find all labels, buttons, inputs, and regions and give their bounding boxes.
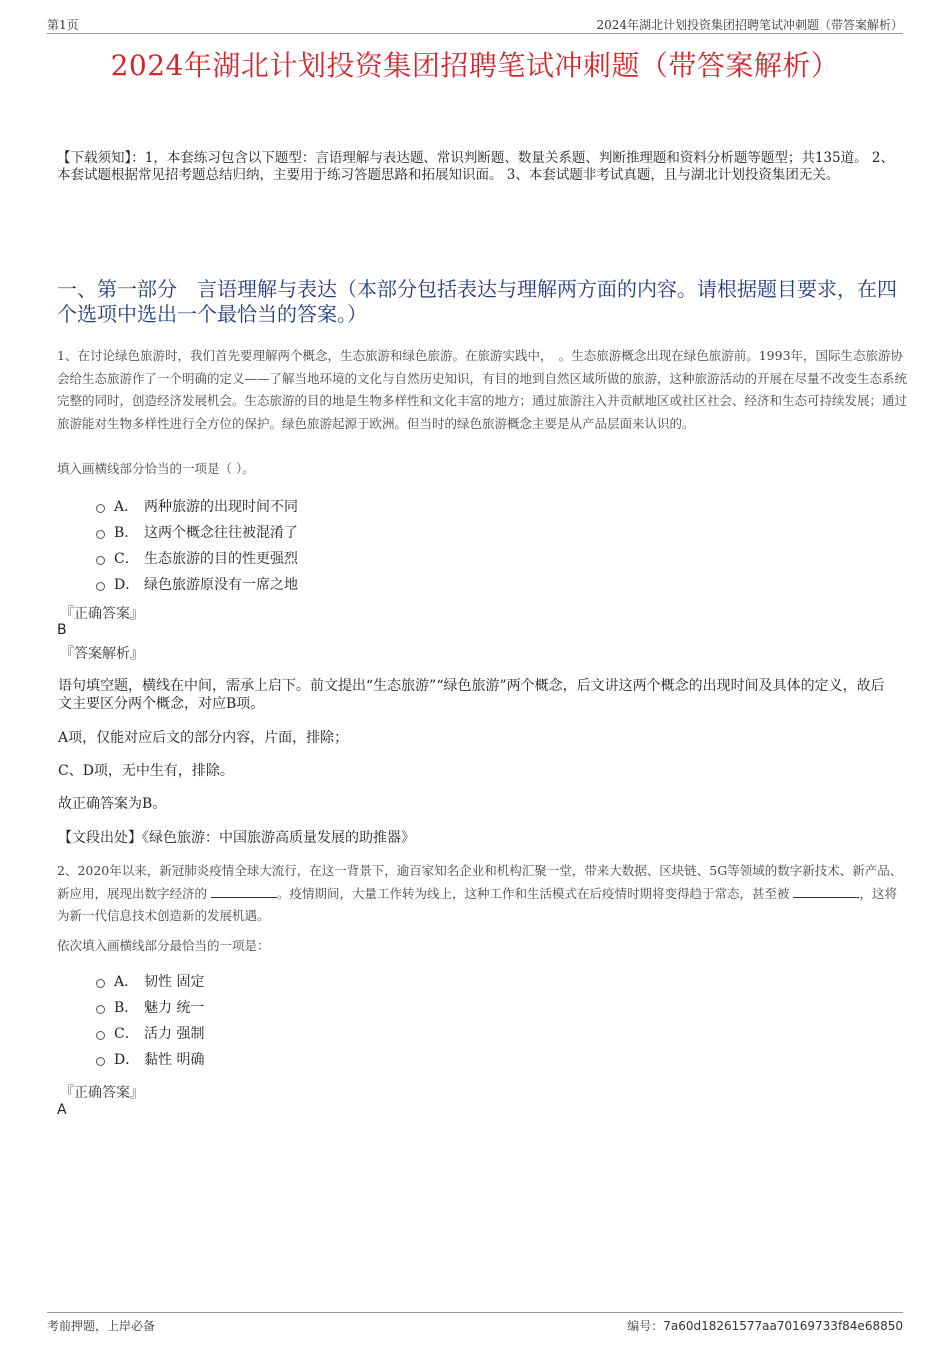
- option-text: 活力 强制: [144, 1026, 205, 1042]
- download-notice: 【下载须知】：1，本套练习包含以下题型：言语理解与表达题、常识判断题、数量关系题、判断推理题和资料分析题等题型；共135道。 2、本套试题根据常见招考题总结归纳，主要用于练习答题思路和拓展知识面。 3、本套试题非考试真题，且与湖北计划投资集团无关。: [57, 150, 894, 183]
- question-1-analysis-4: 故正确答案为B。: [58, 796, 167, 812]
- page-header: [47, 14, 903, 34]
- radio-icon[interactable]: [96, 556, 105, 565]
- document-title: 2024年湖北计划投资集团招聘笔试冲刺题（带答案解析）: [110, 49, 840, 82]
- option-text: 绿色旅游原没有一席之地: [144, 577, 298, 593]
- option-letter: C．: [114, 1026, 139, 1042]
- radio-icon[interactable]: [96, 1057, 105, 1066]
- question-1-analysis-label: 『答案解析』: [60, 646, 144, 662]
- question-2-option-c[interactable]: [96, 1020, 204, 1046]
- page-number: 第1页: [47, 18, 79, 32]
- footer-slogan: 考前押题，上岸必备: [47, 1319, 156, 1333]
- question-2-options: [96, 968, 204, 1072]
- question-1-prompt: 填入画横线部分恰当的一项是（ ）。: [57, 461, 255, 476]
- question-1-answer-label: 『正确答案』: [60, 606, 144, 622]
- option-text: 生态旅游的目的性更强烈: [144, 551, 298, 567]
- question-2-option-b[interactable]: [96, 994, 204, 1020]
- question-1-options: [96, 493, 298, 597]
- answer-blank: [793, 886, 859, 898]
- option-letter: C．: [114, 551, 139, 567]
- code-label: 编号：: [627, 1319, 664, 1333]
- question-2-option-d[interactable]: [96, 1046, 204, 1072]
- radio-icon[interactable]: [96, 1031, 105, 1040]
- code-value: 7a60d18261577aa70169733f84e68850: [663, 1319, 903, 1333]
- question-2-answer: A: [57, 1102, 67, 1118]
- question-2-stem-part1: 2、2020年以来，新冠肺炎疫情全球大流行，在这一背景下，逾百家知名企业和机构汇聚一堂，带来大数据、区块链、5G等领域的数字新技术、新产品、新应用，展现出数字经济的: [57, 863, 903, 901]
- option-letter: D．: [114, 1052, 140, 1068]
- option-text: 这两个概念往往被混淆了: [144, 525, 298, 541]
- question-1-option-c[interactable]: [96, 545, 298, 571]
- question-1-stem: 1、在讨论绿色旅游时，我们首先要理解两个概念，生态旅游和绿色旅游。在旅游实践中， 。生态旅游概念出现在绿色旅游前。1993年，国际生态旅游协会给生态旅游作了一个明确的定义——了解当地环境的文化与自然历史知识，有目的地到自然区域所做的旅游，这种旅游活动的开展在尽量不改变生态系统完整的同时，创造经济发展机会。生态旅游的目的地是生物多样性和文化丰富的地方；通过旅游注入并贡献地区或社区社会、经济和生态可持续发展；通过旅游能对生物多样性进行全方位的保护。绿色旅游起源于欧洲。但当时的绿色旅游概念主要是从产品层面来认识的。: [57, 348, 908, 431]
- question-2-prompt: 依次填入画横线部分最恰当的一项是：: [57, 938, 270, 953]
- question-1-option-d[interactable]: [96, 571, 298, 597]
- question-2-stem: [57, 860, 907, 928]
- radio-icon[interactable]: [96, 504, 105, 513]
- question-1-option-a[interactable]: [96, 493, 298, 519]
- page-footer: [47, 1312, 903, 1334]
- option-text: 两种旅游的出现时间不同: [144, 499, 298, 515]
- option-letter: A．: [114, 499, 139, 515]
- question-2-stem-part3: ，这将为新一代信息技术创造新的发展机遇。: [57, 885, 897, 923]
- section-title: 一、第一部分 言语理解与表达（本部分包括表达与理解两方面的内容。请根据题目要求，在四个选项中选出一个最恰当的答案。）: [57, 277, 897, 326]
- option-letter: B．: [114, 1000, 139, 1016]
- question-1-option-b[interactable]: [96, 519, 298, 545]
- question-1-analysis-1: 语句填空题，横线在中间，需承上启下。前文提出“生态旅游”“绿色旅游”两个概念，后文讲这两个概念的出现时间及具体的定义，故后文主要区分两个概念，对应B项。: [58, 678, 885, 712]
- option-text: 黏性 明确: [144, 1052, 205, 1068]
- document-code: [627, 1317, 903, 1334]
- question-2-option-a[interactable]: [96, 968, 204, 994]
- option-text: 魅力 统一: [144, 1000, 205, 1016]
- question-1-analysis-3: C、D项，无中生有，排除。: [58, 763, 234, 779]
- option-text: 韧性 固定: [144, 974, 205, 990]
- question-1-answer: B: [57, 622, 67, 638]
- radio-icon[interactable]: [96, 1005, 105, 1014]
- radio-icon[interactable]: [96, 530, 105, 539]
- question-1-source: 【文段出处】《绿色旅游：中国旅游高质量发展的助推器》: [58, 830, 415, 846]
- answer-blank: [211, 886, 277, 898]
- option-letter: A．: [114, 974, 139, 990]
- question-1-analysis-2: A项，仅能对应后文的部分内容，片面，排除；: [58, 730, 349, 746]
- radio-icon[interactable]: [96, 979, 105, 988]
- header-doc-title: 2024年湖北计划投资集团招聘笔试冲刺题（带答案解析）: [596, 18, 903, 32]
- option-letter: D．: [114, 577, 140, 593]
- question-2-answer-label: 『正确答案』: [60, 1085, 144, 1101]
- radio-icon[interactable]: [96, 582, 105, 591]
- question-2-stem-part2: 。疫情期间，大量工作转为线上，这种工作和生活模式在后疫情时期将变得趋于常态，甚至被: [276, 885, 794, 901]
- option-letter: B．: [114, 525, 139, 541]
